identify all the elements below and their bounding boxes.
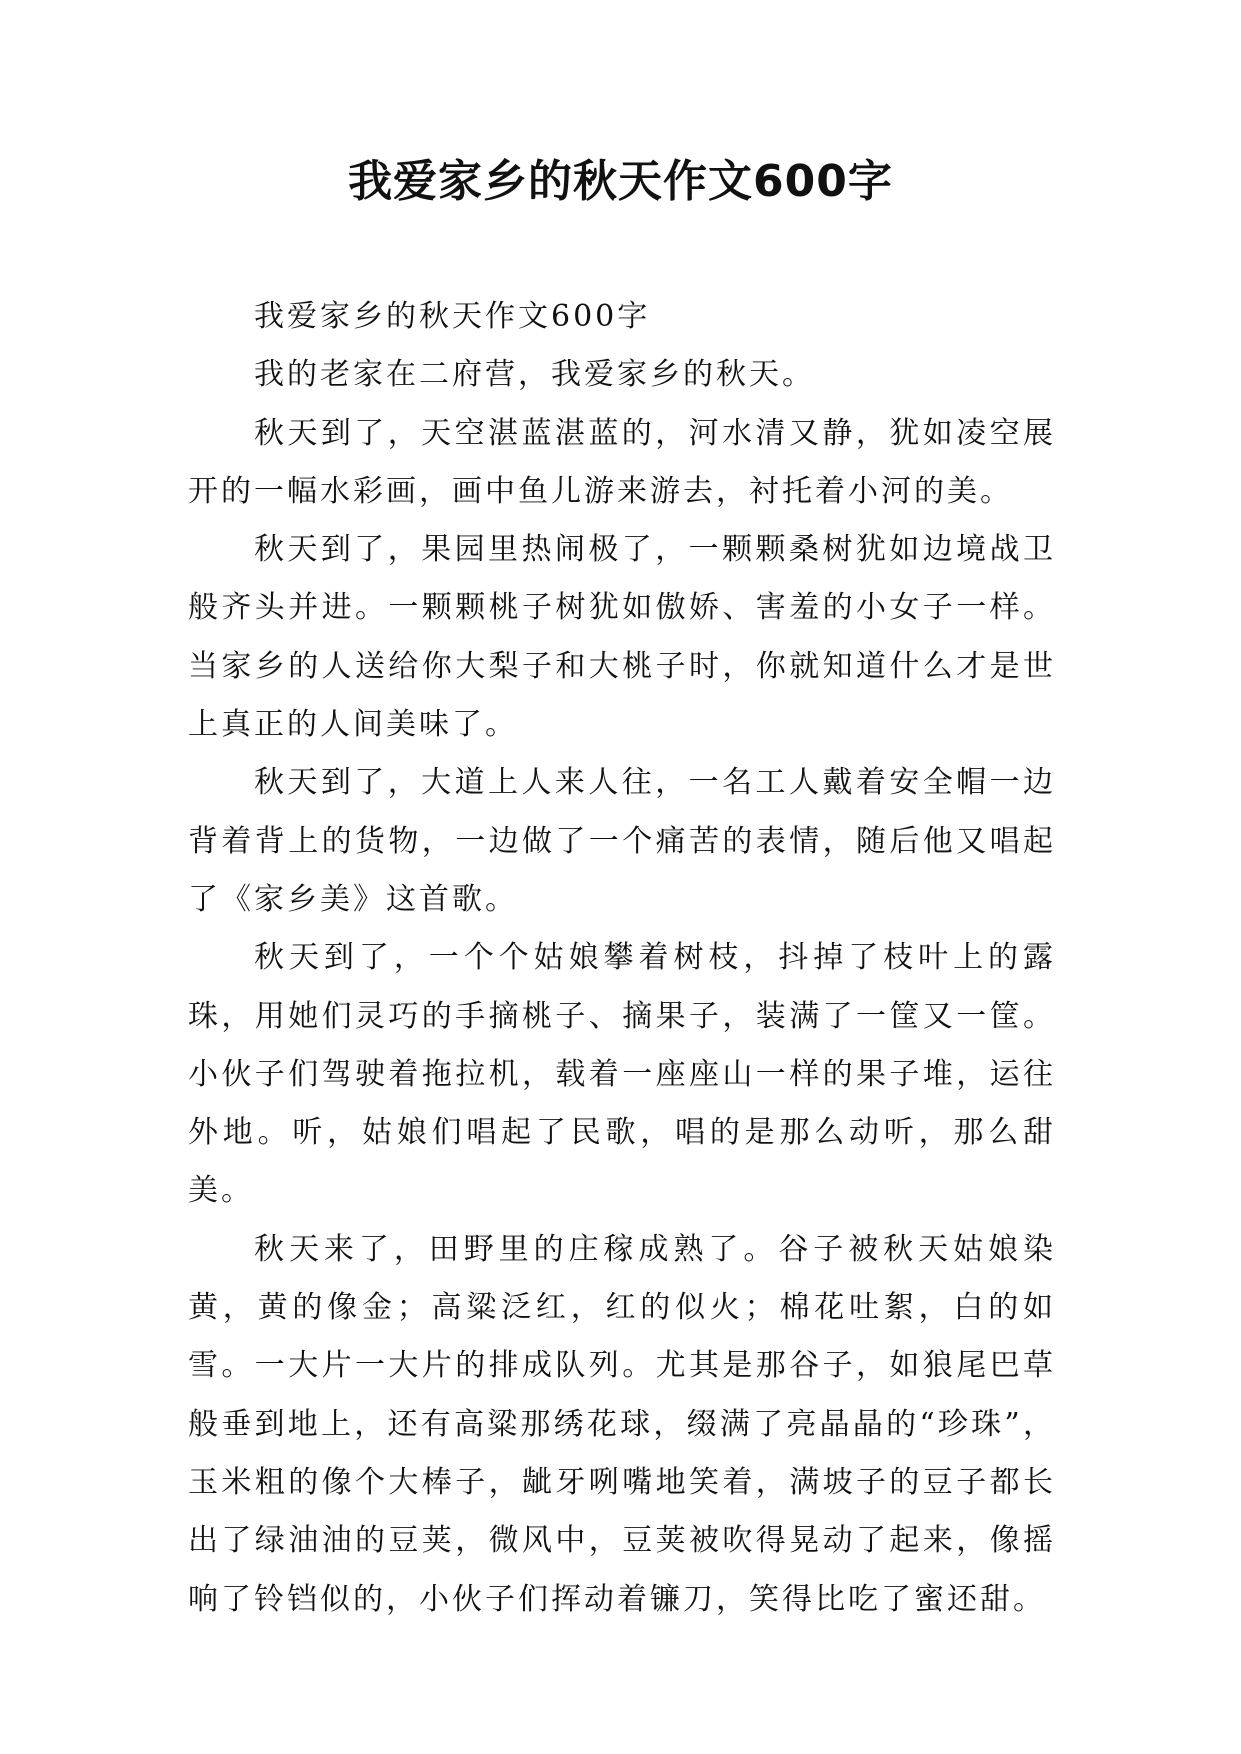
paragraph-girls: 秋天到了，一个个姑娘攀着树枝，抖掉了枝叶上的露珠，用她们灵巧的手摘桃子、摘果子，装满了一筐又一筐。小伙子们驾驶着拖拉机，载着一座座山一样的果子堆，运往外地。听，姑娘们唱起了民歌，唱的是那么动听，那么甜美。	[188, 940, 1056, 1209]
paragraph-road: 秋天到了，大道上人来人往，一名工人戴着安全帽一边背着背上的货物，一边做了一个痛苦的表情，随后他又唱起了《家乡美》这首歌。	[188, 765, 1056, 917]
paragraph-orchard: 秋天到了，果园里热闹极了，一颗颗桑树犹如边境战卫般齐头并进。一颗颗桃子树犹如傲娇、害羞的小女子一样。当家乡的人送给你大梨子和大桃子时，你就知道什么才是世上真正的人间美味了。	[188, 532, 1056, 743]
document-title: 我爱家乡的秋天作文600字	[348, 156, 893, 207]
paragraph-fields: 秋天来了，田野里的庄稼成熟了。谷子被秋天姑娘染黄，黄的像金；高粱泛红，红的似火；棉花吐絮，白的如雪。一大片一大片的排成队列。尤其是那谷子，如狼尾巴草般垂到地上，还有高粱那绣花球，缀满了亮晶晶的“珍珠”，玉米粗的像个大棒子，龇牙咧嘴地笑着，满坡子的豆子都长出了绿油油的豆荚，微风中，豆荚被吹得晃动了起来，像摇响了铃铛似的，小伙子们挥动着镰刀，笑得比吃了蜜还甜。	[188, 1231, 1056, 1617]
paragraph-intro: 我的老家在二府营，我爱家乡的秋天。	[254, 357, 815, 393]
paragraph-river: 秋天到了，天空湛蓝湛蓝的，河水清又静，犹如凌空展开的一幅水彩画，画中鱼儿游来游去，衬托着小河的美。	[188, 415, 1056, 509]
document-body	[188, 288, 1056, 1629]
paragraph-heading-repeat: 我爱家乡的秋天作文600字	[254, 299, 651, 334]
